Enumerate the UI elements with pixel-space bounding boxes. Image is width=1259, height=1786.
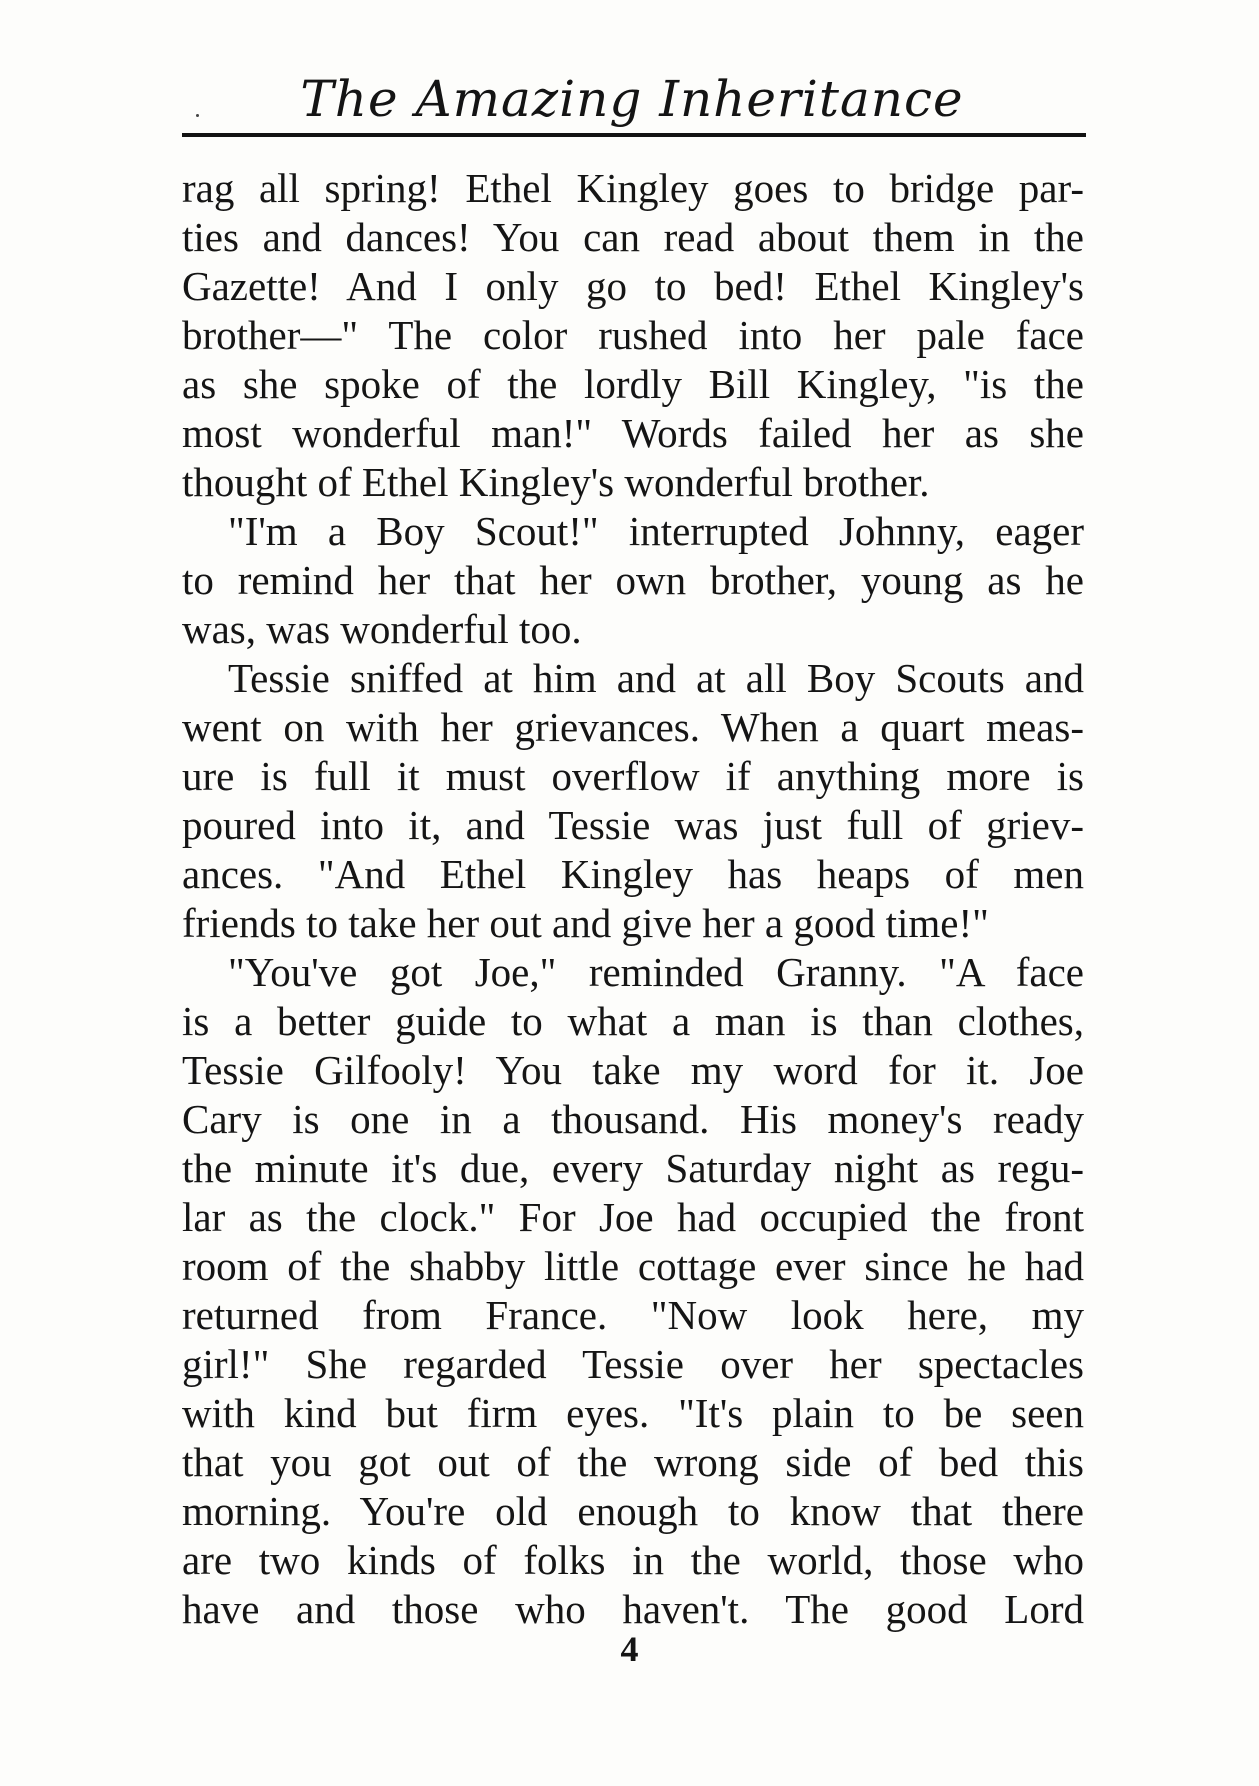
header-rule [182, 133, 1086, 137]
text-line: thought of Ethel Kingley's wonderful brother. [182, 459, 930, 505]
text-line: brother—" The color rushed into her pale face [182, 312, 1084, 358]
text-line: Tessie sniffed at him and at all Boy Scouts and [228, 655, 1084, 701]
page-number: 4 [620, 1629, 639, 1669]
text-line: morning. You're old enough to know that there [182, 1488, 1084, 1534]
text-line: "I'm a Boy Scout!" interrupted Johnny, eager [228, 508, 1084, 554]
text-line: Cary is one in a thousand. His money's ready [182, 1096, 1084, 1142]
text-line: rag all spring! Ethel Kingley goes to bridge par- [182, 165, 1084, 211]
text-line: have and those who haven't. The good Lord [182, 1586, 1084, 1632]
text-line: are two kinds of folks in the world, those who [182, 1537, 1084, 1583]
text-line: the minute it's due, every Saturday night as regu- [182, 1145, 1084, 1191]
text-line: poured into it, and Tessie was just full of griev- [182, 802, 1084, 848]
text-line: returned from France. "Now look here, my [182, 1292, 1084, 1338]
running-head [182, 62, 1082, 132]
text-line: that you got out of the wrong side of bed this [182, 1439, 1084, 1485]
text-line: is a better guide to what a man is than clothes, [182, 998, 1084, 1044]
text-line: ure is full it must overflow if anything more is [182, 753, 1084, 799]
running-title: The Amazing Inheritance [300, 70, 964, 128]
text-line: was, was wonderful too. [182, 606, 582, 652]
text-line: most wonderful man!" Words failed her as she [182, 410, 1084, 456]
text-line: lar as the clock." For Joe had occupied the front [182, 1194, 1084, 1240]
text-line: ties and dances! You can read about them in the [182, 214, 1084, 260]
text-line: friends to take her out and give her a good time!" [182, 900, 989, 946]
text-line: ances. "And Ethel Kingley has heaps of men [182, 851, 1084, 897]
body-text [182, 164, 1084, 1634]
text-line: Tessie Gilfooly! You take my word for it. Joe [182, 1047, 1084, 1093]
text-line: room of the shabby little cottage ever since he had [182, 1243, 1084, 1289]
text-line: went on with her grievances. When a quart meas- [182, 704, 1084, 750]
text-line: Gazette! And I only go to bed! Ethel Kingley's [182, 263, 1084, 309]
text-line: girl!" She regarded Tessie over her spectacles [182, 1341, 1084, 1387]
text-line: with kind but firm eyes. "It's plain to be seen [182, 1390, 1084, 1436]
text-line: to remind her that her own brother, young as he [182, 557, 1084, 603]
text-line: "You've got Joe," reminded Granny. "A face [228, 949, 1084, 995]
text-line: as she spoke of the lordly Bill Kingley, "is the [182, 361, 1084, 407]
